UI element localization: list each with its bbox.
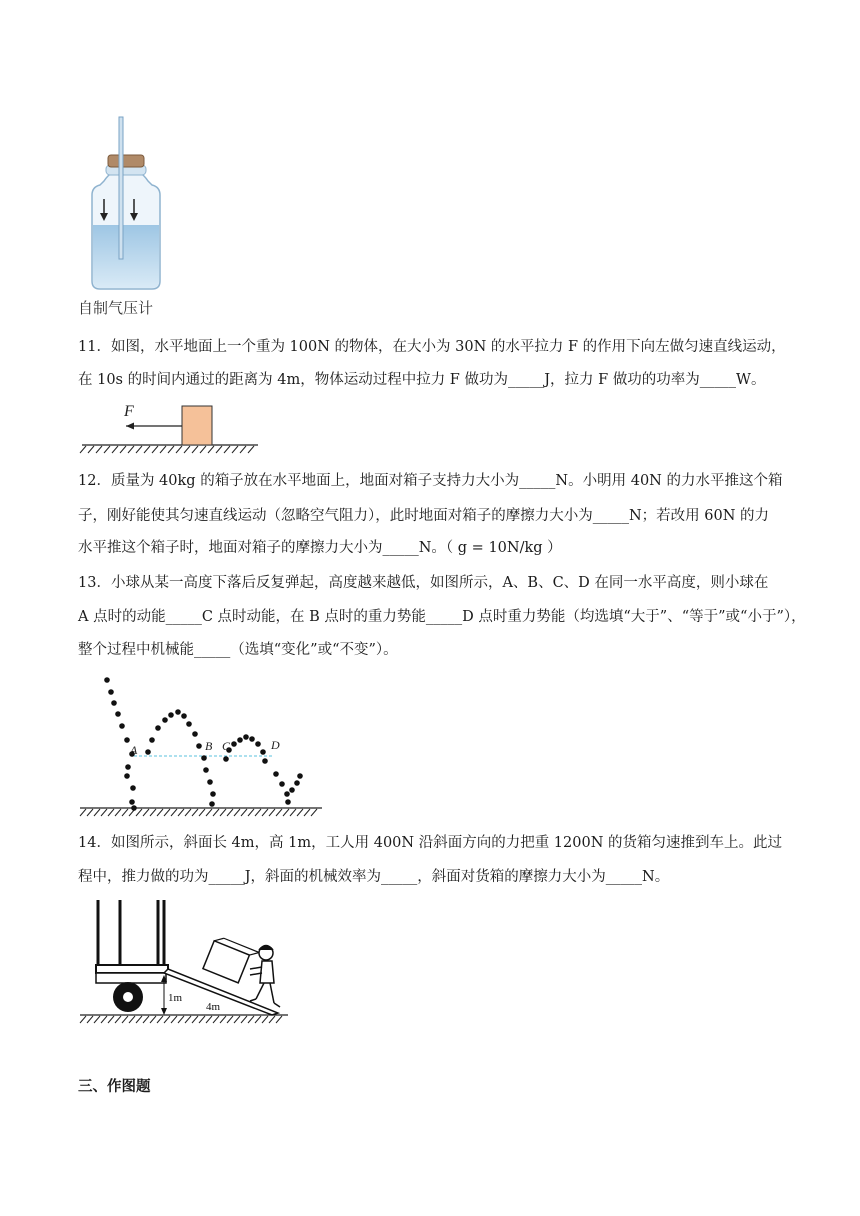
ball-dot	[124, 773, 130, 779]
ball-dot	[104, 677, 110, 683]
ball-dot	[149, 737, 155, 743]
ball-dot	[297, 773, 303, 779]
label-d: D	[271, 738, 280, 752]
q13-line-3: 整个过程中机械能_____（选填“变化”或“不变”）。	[78, 642, 398, 658]
ball-dot	[111, 700, 117, 706]
ball-dot	[145, 749, 151, 755]
ball-dot	[262, 758, 268, 764]
q14-line-2: 程中，推力做的功为_____J，斜面的机械效率为_____，斜面对货箱的摩擦力大小为_____N。	[78, 869, 670, 885]
ball-dot	[196, 743, 202, 749]
q13-line-2: A 点时的动能_____C 点时动能，在 B 点时的重力势能_____D 点时重力势能（均选填“大于”、“等于”或“小于”），	[78, 609, 806, 625]
q14-line-1: 14．如图所示，斜面长 4m，高 1m，工人用 400N 沿斜面方向的力把重 1200N 的货箱匀速推到车上。此过	[78, 835, 783, 851]
q12-line-1: 12．质量为 40kg 的箱子放在水平地面上，地面对箱子支持力大小为_____N。小明用 40N 的力水平推这个箱	[78, 473, 783, 489]
ball-dot	[168, 712, 174, 718]
ball-dot	[175, 709, 181, 715]
crate	[203, 941, 249, 983]
barometer-figure	[78, 115, 178, 295]
worker	[250, 946, 280, 1008]
height-label: 1m	[168, 992, 183, 1004]
ball-dot	[130, 785, 136, 791]
ball-dot	[192, 731, 198, 737]
ball-dot	[249, 736, 255, 742]
q11-line-2: 在 10s 的时间内通过的距离为 4m，物体运动过程中拉力 F 做功为_____J，拉力 F 做功的功率为_____W。	[78, 372, 766, 388]
q12-line-2: 子，刚好能使其匀速直线运动（忽略空气阻力），此时地面对箱子的摩擦力大小为_____N；若改用 60N 的力	[78, 508, 770, 524]
ball-dot	[260, 749, 266, 755]
section-title: 三、作图题	[78, 1079, 151, 1095]
ball-dot	[207, 779, 213, 785]
q13-line-1: 13．小球从某一高度下落后反复弹起，高度越来越低，如图所示，A、B、C、D 在同一水平高度，则小球在	[78, 575, 769, 591]
ball-dot	[203, 767, 209, 773]
ball-dot	[181, 713, 187, 719]
ball-dot	[209, 801, 215, 807]
ball-dot	[210, 791, 216, 797]
ball-dot	[115, 711, 121, 717]
q13-bouncing-ball-figure	[78, 670, 328, 818]
ball-dot	[131, 805, 137, 811]
q11-figure	[78, 400, 268, 456]
ball-dot	[284, 791, 290, 797]
ball-dot	[223, 756, 229, 762]
ball-dot	[294, 780, 300, 786]
ball-dot	[285, 799, 291, 805]
label-b: B	[205, 739, 213, 753]
ball-dot	[201, 755, 207, 761]
ball-dot	[289, 787, 295, 793]
length-label: 4m	[206, 1001, 221, 1013]
q14-incline-figure	[78, 895, 293, 1027]
barometer-drawing	[78, 115, 178, 295]
ball-dot	[273, 771, 279, 777]
ball-dot	[237, 737, 243, 743]
ball-dot	[119, 723, 125, 729]
q11-line-1: 11．如图，水平地面上一个重为 100N 的物体，在大小为 30N 的水平拉力 F 的作用下向左做匀速直线运动，	[78, 339, 786, 355]
ball-dot	[243, 734, 249, 740]
ball-dot	[231, 741, 237, 747]
ball-dot	[255, 741, 261, 747]
ball-dot	[162, 717, 168, 723]
label-a: A	[130, 743, 138, 757]
ball-dot	[108, 689, 114, 695]
ball-dot	[155, 725, 161, 731]
ball-dot	[279, 781, 285, 787]
ball-dot	[125, 764, 131, 770]
q12-line-3: 水平推这个箱子时，地面对箱子的摩擦力大小为_____N。（ g = 10N/kg ）	[78, 540, 562, 556]
force-label: F	[124, 403, 134, 420]
label-c: C	[222, 739, 231, 753]
ball-dot	[124, 737, 130, 743]
ball-dot	[186, 721, 192, 727]
block	[182, 406, 212, 445]
ball-dot	[129, 799, 135, 805]
barometer-caption: 自制气压计	[78, 299, 154, 317]
